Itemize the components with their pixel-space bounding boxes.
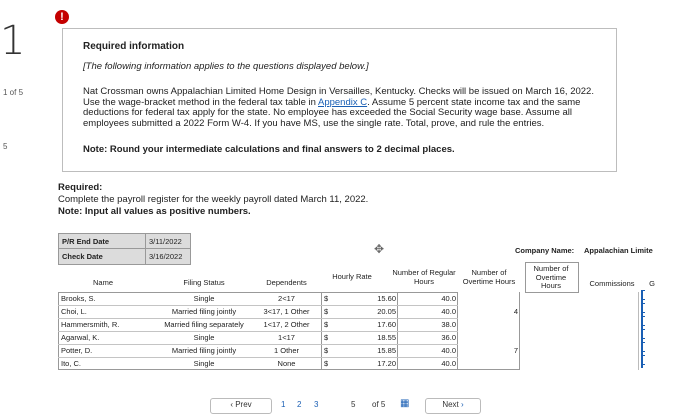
overtime-hours: 4 (513, 307, 518, 316)
page-total: of 5 (372, 400, 386, 409)
pr-end-date-value[interactable]: 3/11/2022 (149, 237, 182, 246)
table-row (58, 318, 658, 331)
employee-name: Hammersmith, R. (61, 320, 120, 329)
info-subtitle: [The following information applies to the questions displayed below.] (83, 61, 369, 72)
info-paragraph (83, 87, 603, 129)
alert-icon: ! (55, 10, 69, 24)
regular-hours: 40.0 (441, 294, 456, 303)
currency-symbol: $ (324, 320, 329, 329)
ot-hours-2-header-box (525, 262, 579, 293)
grid-view-icon[interactable]: ▦ (400, 398, 410, 409)
employee-name: Potter, D. (61, 346, 93, 355)
currency-symbol: $ (324, 346, 329, 355)
regular-hours: 40.0 (441, 346, 456, 355)
filing-status: Single (193, 359, 215, 368)
dependents: None (277, 359, 296, 368)
table-row (58, 357, 658, 370)
col-dependents-header: Dependents (266, 278, 307, 287)
hourly-rate: 18.55 (377, 333, 396, 342)
commissions-column (578, 292, 639, 370)
col-ot-hours-2-header: Number of Overtime Hours (533, 264, 569, 290)
appendix-c-link[interactable]: Appendix C (318, 96, 368, 108)
page-3[interactable]: 3 (314, 400, 319, 409)
col-ot-hours-header: Number of Overtime Hours (462, 268, 516, 286)
filing-status: Married filing jointly (171, 307, 237, 316)
col-name-header: Name (92, 278, 113, 287)
dependents: 1<17 (278, 333, 295, 342)
filing-status: Single (193, 294, 215, 303)
filing-status: Single (193, 333, 215, 342)
filing-status: Married filing jointly (171, 346, 237, 355)
col-gross-header: G (649, 279, 655, 288)
hourly-rate: 15.60 (377, 294, 396, 303)
required-instruction: Complete the payroll register for the weekly payroll dated March 11, 2022. (58, 194, 369, 205)
question-number: 1 (0, 18, 26, 64)
filing-status: Married filing separately (164, 320, 244, 329)
info-note: Note: Round your intermediate calculations and final answers to 2 decimal places. (83, 144, 455, 155)
col-filing-header: Filing Status (183, 278, 225, 287)
info-paragraph-b: . Assume 5 percent state income tax and the same deductions for federal tax apply for the state. No employee has exceeded the Social Security wage base. Assume all employees submitted a 2022 Form W-4. If you have MS, use the single rate. Total, prove, and rule the entries. (83, 96, 581, 129)
regular-hours: 38.0 (441, 320, 456, 329)
currency-symbol: $ (324, 333, 329, 342)
col-commissions-header: Commissions (589, 279, 635, 288)
employee-name: Brooks, S. (61, 294, 96, 303)
currency-symbol: $ (324, 294, 329, 303)
regular-hours: 36.0 (441, 333, 456, 342)
overtime-hours: 7 (513, 346, 518, 355)
current-page: 5 (351, 400, 356, 409)
table-row (58, 344, 658, 357)
table-row (58, 305, 658, 318)
check-date-label: Check Date (62, 252, 103, 261)
dependents: 3<17, 1 Other (263, 307, 310, 316)
col-reg-hours-header: Number of Regular Hours (392, 268, 456, 286)
hourly-rate: 17.60 (377, 320, 396, 329)
employee-name: Choi, L. (61, 307, 87, 316)
check-date-value[interactable]: 3/16/2022 (149, 252, 183, 261)
move-cursor-icon: ✥ (374, 242, 385, 256)
hourly-rate: 20.05 (377, 307, 396, 316)
question-progress: 1 of 5 (3, 88, 24, 97)
table-row (58, 331, 658, 344)
employee-name: Ito, C. (61, 359, 82, 368)
page-2[interactable]: 2 (297, 400, 302, 409)
currency-symbol: $ (324, 359, 329, 368)
employee-name: Agarwal, K. (61, 333, 100, 342)
dependents: 1<17, 2 Other (263, 320, 310, 329)
required-information-box (62, 28, 617, 172)
company-name-value: Appalachian Limite (584, 246, 653, 255)
required-note: Note: Input all values as positive numbers. (58, 206, 251, 217)
hourly-rate: 15.85 (377, 346, 396, 355)
dependents: 2<17 (278, 294, 295, 303)
points-value: 5 (3, 142, 8, 151)
prev-button[interactable]: ‹ Prev (210, 398, 272, 414)
next-button[interactable] (425, 398, 481, 414)
prev-label: Prev (235, 400, 252, 409)
currency-symbol: $ (324, 307, 329, 316)
info-paragraph-a: Nat Crossman owns Appalachian Limited Home Design in Versailles, Kentucky. Checks will be issued on March 16, 2022. Use the wage-bracket method in the federal tax table in (83, 86, 594, 108)
regular-hours: 40.0 (441, 307, 456, 316)
required-label: Required: (58, 182, 103, 193)
table-row (58, 292, 658, 305)
hourly-rate: 17.20 (377, 359, 396, 368)
col-rate-header: Hourly Rate (332, 272, 372, 281)
regular-hours: 40.0 (441, 359, 456, 368)
next-label: Next (442, 400, 459, 409)
dependents: 1 Other (273, 346, 299, 355)
chevron-right-icon: › (461, 400, 464, 409)
info-title: Required information (83, 41, 185, 52)
company-name-label: Company Name: (515, 246, 575, 255)
pr-end-date-label: P/R End Date (62, 237, 110, 246)
page-1[interactable]: 1 (281, 400, 286, 409)
